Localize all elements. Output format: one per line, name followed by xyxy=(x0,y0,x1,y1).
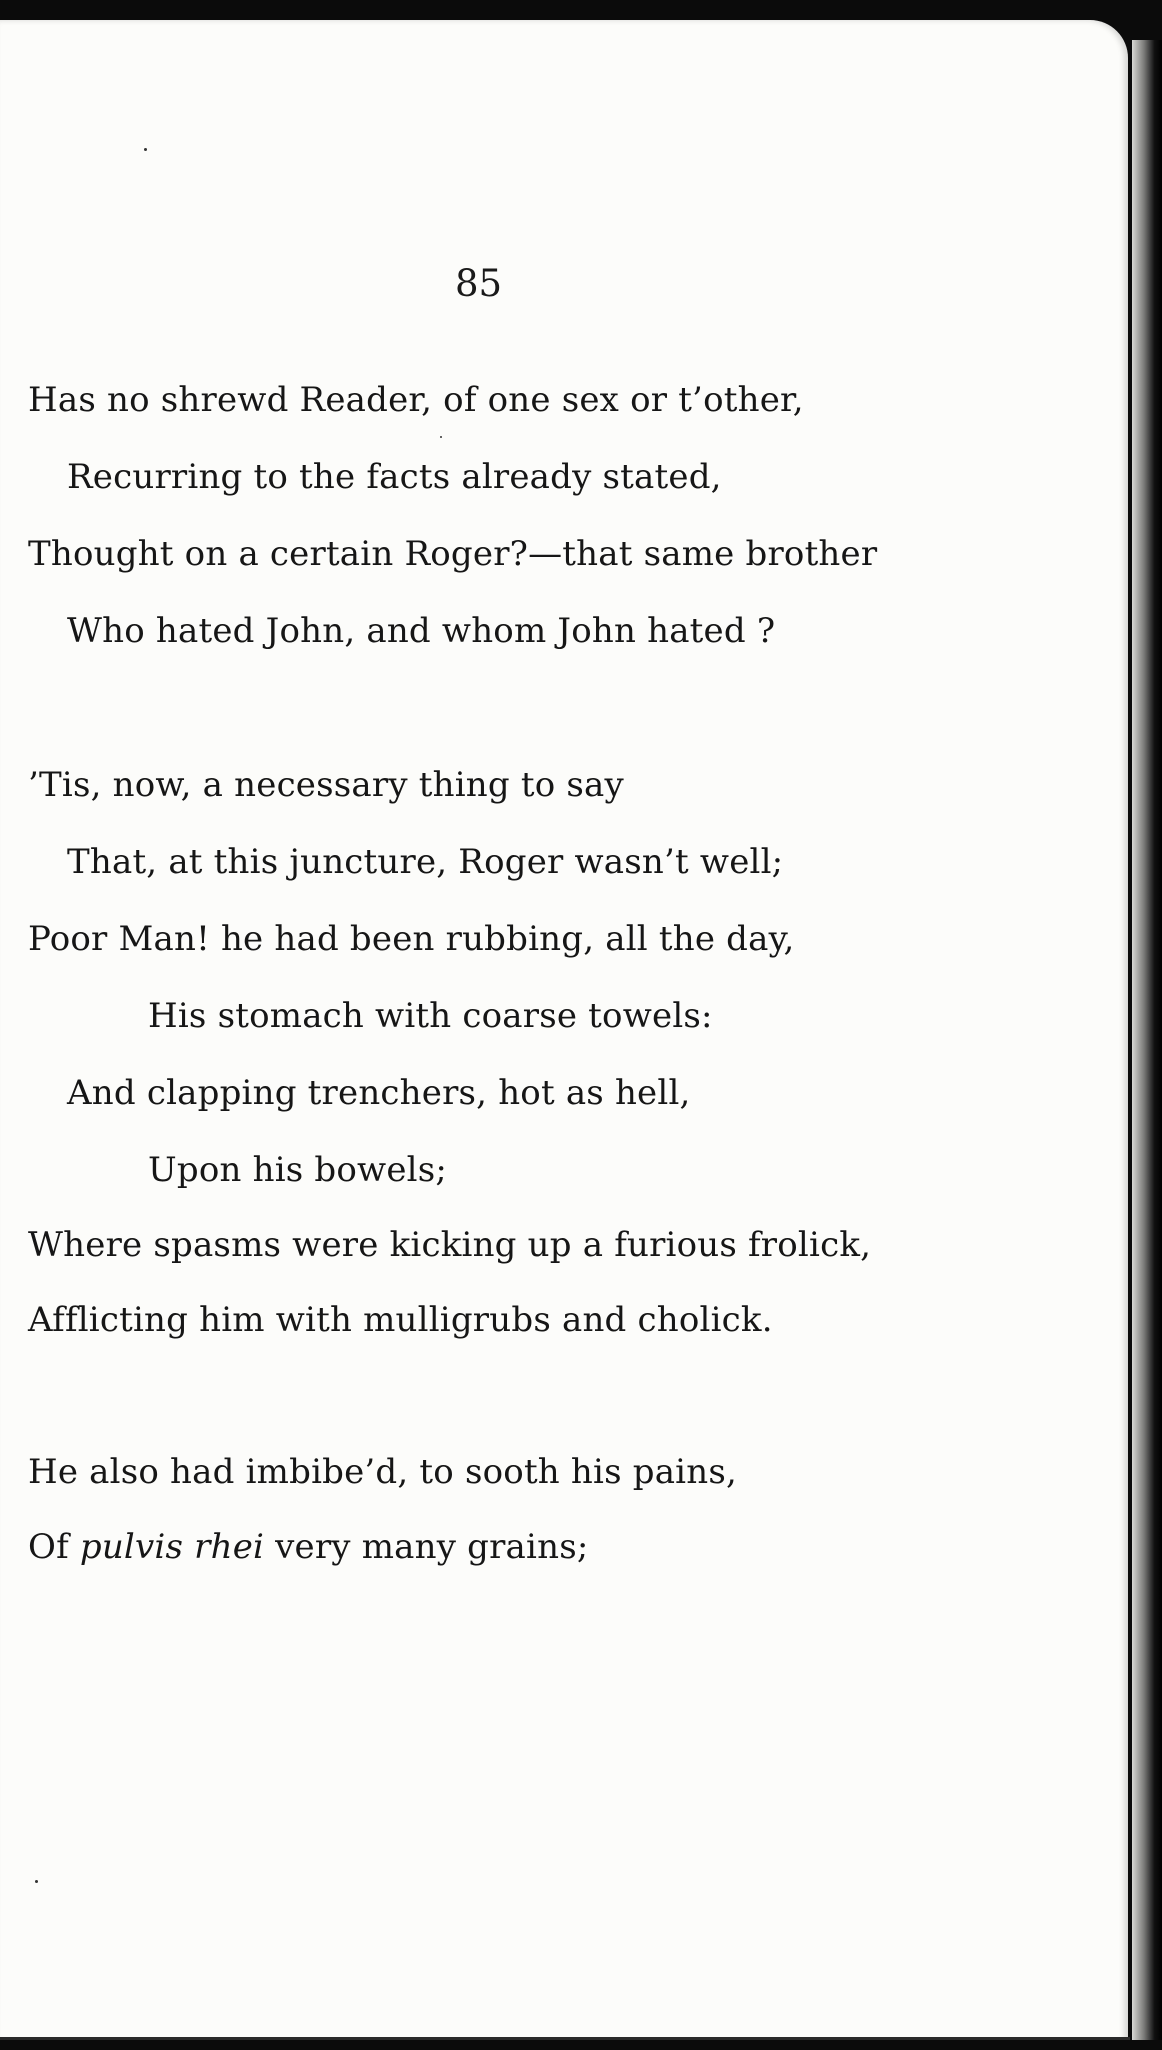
poem-line: He also had imbibe’d, to sooth his pains, xyxy=(28,1452,738,1492)
poem-line xyxy=(28,1527,589,1567)
poem-line: Upon his bowels; xyxy=(148,1150,448,1190)
poem-line: Afflicting him with mulligrubs and cholick. xyxy=(28,1300,773,1340)
poem-line: And clapping trenchers, hot as hell, xyxy=(67,1073,691,1113)
poem-line: Has no shrewd Reader, of one sex or t’other, xyxy=(28,380,804,420)
line-text-suffix: very many grains; xyxy=(264,1527,589,1567)
latin-phrase: pulvis rhei xyxy=(79,1527,265,1567)
poem-line: Where spasms were kicking up a furious frolick, xyxy=(28,1225,872,1265)
page-number: 85 xyxy=(455,262,503,305)
poem-line: ’Tis, now, a necessary thing to say xyxy=(28,765,624,805)
poem-line: Who hated John, and whom John hated ? xyxy=(67,611,776,651)
poem-line: Thought on a certain Roger?—that same brother xyxy=(28,534,878,574)
poem-line: Recurring to the facts already stated, xyxy=(67,457,722,497)
line-text-prefix: Of xyxy=(28,1527,80,1567)
poem-line: That, at this juncture, Roger wasn’t well; xyxy=(67,842,784,882)
poem-line: Poor Man! he had been rubbing, all the day, xyxy=(28,919,795,959)
poem-line: His stomach with coarse towels: xyxy=(148,996,713,1036)
page-edge-shadow xyxy=(1132,40,1162,2050)
